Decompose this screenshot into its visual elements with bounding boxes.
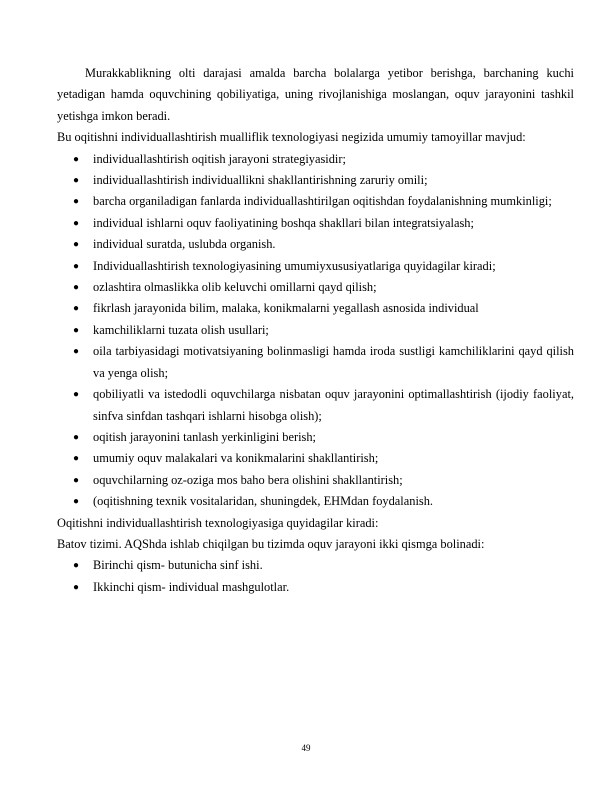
list-item <box>57 341 574 384</box>
list-item-text: Ikkinchi qism- individual mashgulotlar. <box>93 579 290 594</box>
list-item-text: individual ishlarni oquv faoliyatining boshqa shakllari bilan integratsiyalash; <box>93 215 474 230</box>
list-item-text: umumiy oquv malakalari va konikmalarini shakllantirish; <box>93 451 379 466</box>
bullet-icon: ● <box>72 196 80 208</box>
bullet-icon: ● <box>72 431 80 443</box>
list-item-text: oquvchilarning oz-oziga mos baho bera olishini shakllantirish; <box>93 472 403 487</box>
list-item <box>57 298 574 319</box>
bullet-icon: ● <box>72 324 80 336</box>
list-item <box>57 427 574 448</box>
trends-paragraph: Bu oqitishni individuallashtirish mualliflik texnologiyasi negizida umumiy tamoyillar mavjud: <box>57 130 526 145</box>
list-item <box>57 277 574 298</box>
list-item-text: barcha organiladigan fanlarda individuallashtirilgan oqitishdan foydalanishning mumkinligi; <box>93 194 552 209</box>
list-item <box>57 491 574 512</box>
list-item-text: (oqitishning texnik vositalaridan, shuningdek, EHMdan foydalanish. <box>93 494 434 509</box>
list-item <box>57 384 574 427</box>
techniques-paragraph: Oqitishni individuallashtirish texnologiyasiga quyidagilar kiradi: <box>57 515 379 530</box>
intro-paragraph: Murakkablikning olti darajasi amalda barcha bolalarga yetibor berishga, barchaning kuchi yetadigan hamda oquvchining qobiliyatiga, uning rivojlanishiga moslangan, oquv jarayonini tashkil yetishga imkon beradi. <box>57 66 574 123</box>
list-item-text: oila tarbiyasidagi motivatsiyaning bolinmasligi hamda iroda sustligi kamchiliklarini qayd qilish va yenga olish; <box>93 344 574 380</box>
list-item <box>57 555 574 576</box>
list-item <box>57 149 574 170</box>
bullet-icon: ● <box>72 346 80 358</box>
bullet-icon: ● <box>72 153 80 165</box>
list-item-text: individual suratda, uslubda organish. <box>93 237 276 252</box>
bullet-icon: ● <box>72 217 80 229</box>
bullet-icon: ● <box>72 260 80 272</box>
bullet-icon: ● <box>72 560 80 572</box>
bullet-icon: ● <box>72 175 80 187</box>
list-item <box>57 213 574 234</box>
list-item <box>57 234 574 255</box>
list-item <box>57 470 574 491</box>
list-item <box>57 577 574 598</box>
parts-list <box>57 555 574 598</box>
bullet-icon: ● <box>72 474 80 486</box>
list-item-text: fikrlash jarayonida bilim, malaka, konikmalarni yegallash asnosida individual <box>93 301 479 316</box>
list-item <box>57 170 574 191</box>
list-item-text: qobiliyatli va istedodli oquvchilarga nisbatan oquv jarayonini optimallashtirish (ijodiy faoliyat, sinfva sinfdan tashqari ishlarni hisobga olish); <box>93 387 574 423</box>
list-item-text: individuallashtirish individuallikni shakllantirishning zaruriy omili; <box>93 173 428 188</box>
list-item-text: Birinchi qism- butunicha sinf ishi. <box>93 558 263 573</box>
list-item <box>57 256 574 277</box>
list-item-text: kamchiliklarni tuzata olish usullari; <box>93 322 269 337</box>
list-item-text: Individuallashtirish texnologiyasining umumiyxususiyatlariga quyidagilar kiradi; <box>93 258 496 273</box>
bullet-icon: ● <box>72 282 80 294</box>
list-item-text: oqitish jarayonini tanlash yerkinligini berish; <box>93 429 316 444</box>
bullet-icon: ● <box>72 389 80 401</box>
bullet-icon: ● <box>72 303 80 315</box>
bullet-icon: ● <box>72 496 80 508</box>
page-number: 49 <box>301 743 311 753</box>
list-item-text: individuallashtirish oqitish jarayoni strategiyasidir; <box>93 151 346 166</box>
principles-list <box>57 149 574 513</box>
batov-paragraph: Batov tizimi. AQShda ishlab chiqilgan bu tizimda oquv jarayoni ikki qismga bolinadi: <box>57 536 485 551</box>
list-item <box>57 191 574 212</box>
bullet-icon: ● <box>72 453 80 465</box>
list-item <box>57 320 574 341</box>
list-item <box>57 448 574 469</box>
bullet-icon: ● <box>72 581 80 593</box>
bullet-icon: ● <box>72 239 80 251</box>
document-body <box>57 63 574 598</box>
list-item-text: ozlashtira olmaslikka olib keluvchi omillarni qayd qilish; <box>93 280 377 295</box>
